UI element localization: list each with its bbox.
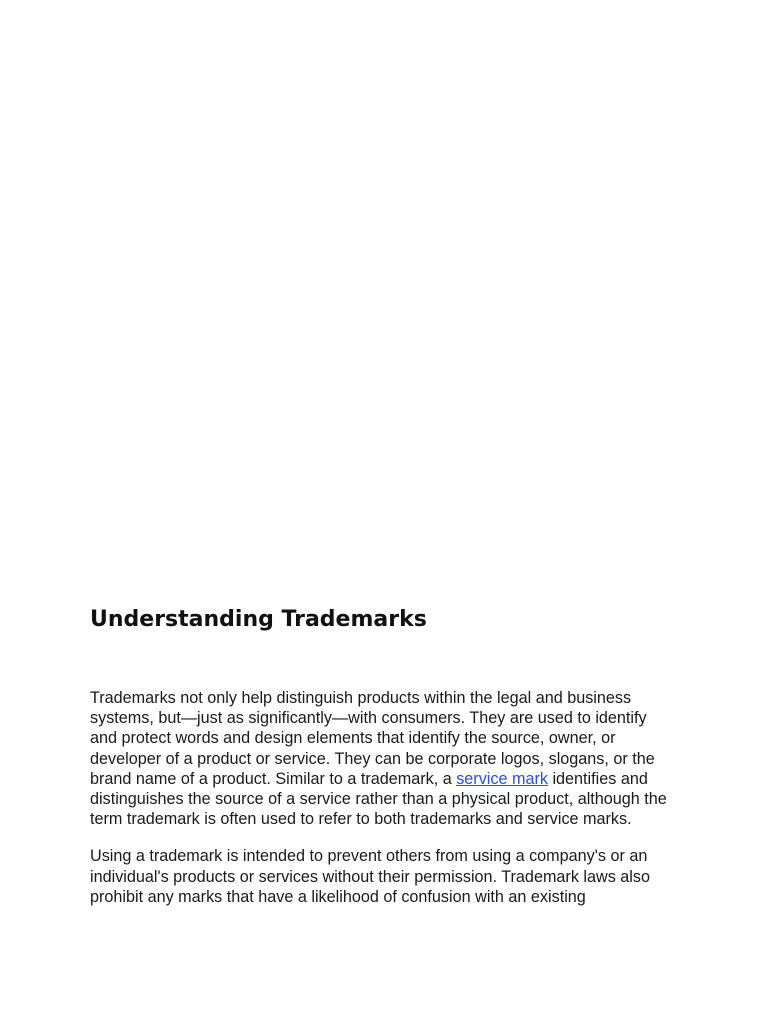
paragraph-trademark-purpose: Using a trademark is intended to prevent others from using a company's or an individual's products or services without their permission. Trademark laws also prohibit any marks that have a likelihood of confusion with an existing: [90, 847, 650, 906]
section-heading: Understanding Trademarks: [90, 607, 427, 632]
paragraph-trademarks-intro: [90, 688, 675, 829]
paragraph-1-text-before-link: Trademarks not only help distinguish products within the legal and business systems, but—just as significantly—with consumers. They are used to identify and protect words and design elements that identify the source, owner, or developer of a product or service. They can be corporate logos, slogans, or the brand name of a product. Similar to a trademark, a: [90, 689, 655, 788]
service-mark-link[interactable]: service mark: [456, 769, 548, 788]
article-section: [90, 604, 675, 907]
paragraph-1-text-after-link: identifies and distinguishes the source of a service rather than a physical product, although the term trademark is often used to refer to both trademarks and service marks.: [90, 769, 667, 829]
